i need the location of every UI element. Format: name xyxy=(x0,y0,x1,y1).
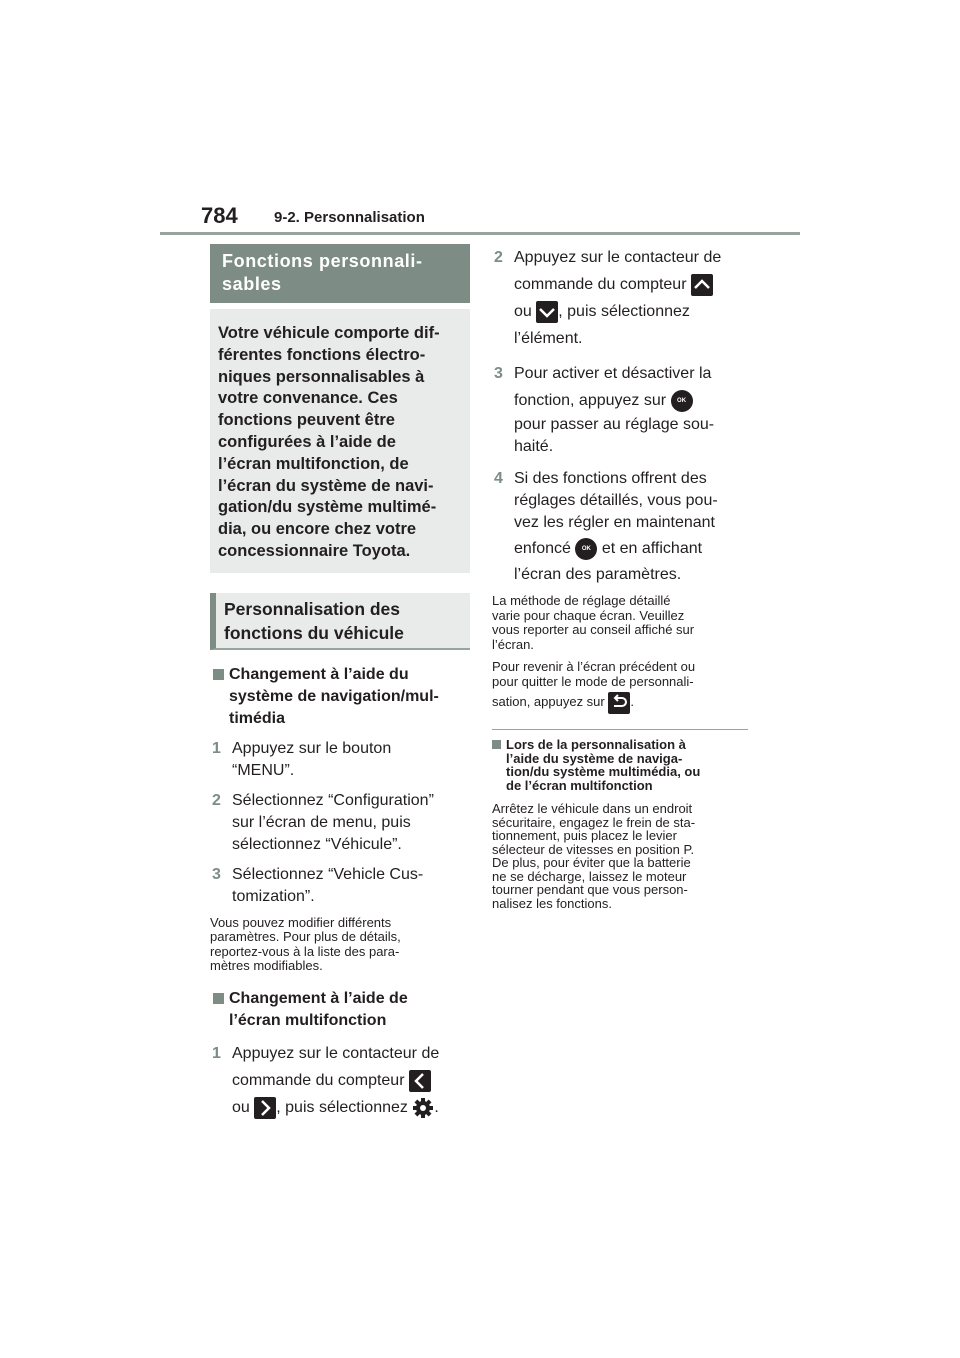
step-text: ou xyxy=(232,1098,250,1116)
method-heading-multifunction xyxy=(210,988,470,1032)
step-text: fonction, appuyez sur xyxy=(514,392,667,409)
intro-text xyxy=(210,309,470,573)
caution-body xyxy=(492,802,754,910)
step-text: Si des fonctions offrent des réglages détaillés, vous pou- vez les régler en maintenant xyxy=(514,470,718,531)
step-text: Appuyez sur le contacteur de xyxy=(514,249,722,266)
step-number: 1 xyxy=(212,1044,221,1062)
step-text: commande du compteur xyxy=(514,276,687,293)
caution-heading-text: Lors de la personnalisation à l’aide du système de naviga- tion/du système multimédia, ou de l’écran multifonction xyxy=(506,737,701,793)
divider xyxy=(492,729,748,730)
step-text: . xyxy=(434,1098,439,1116)
step-item xyxy=(492,244,754,352)
subsection-title-text: Personnalisation des fonctions du véhicule xyxy=(224,598,404,643)
page-header xyxy=(0,0,960,240)
step-text: Sélectionnez “Vehicle Cus- tomization”. xyxy=(232,865,424,905)
gear-icon xyxy=(412,1097,434,1119)
back-arrow-icon xyxy=(608,692,630,714)
method-heading-text: Changement à l’aide de l’écran multifonction xyxy=(229,989,408,1029)
note-text: Pour revenir à l’écran précédent ou pour quitter le mode de personnali- xyxy=(492,659,696,689)
note-text: La méthode de réglage détaillé varie pour chaque écran. Veuillez vous reporter au conseil affiché sur l’écran. xyxy=(492,593,695,652)
step-text: Pour activer et désactiver la xyxy=(514,365,712,382)
ok-button-icon: OK xyxy=(671,390,693,412)
square-bullet-icon xyxy=(213,993,224,1004)
step-number: 1 xyxy=(212,739,221,757)
step-text: ou xyxy=(514,303,532,320)
step-text: enfoncé xyxy=(514,540,571,557)
note xyxy=(492,594,754,652)
header-divider xyxy=(160,232,800,235)
step-text: pour passer au réglage sou- haité. xyxy=(514,416,715,455)
step-item xyxy=(210,738,470,782)
caution-heading xyxy=(492,738,754,792)
step-item xyxy=(492,468,754,586)
note-text: . xyxy=(630,694,634,709)
square-bullet-icon xyxy=(492,740,501,749)
chevron-up-icon xyxy=(691,274,713,296)
step-number: 3 xyxy=(494,365,503,382)
step-number: 2 xyxy=(494,249,503,266)
ok-button-icon: OK xyxy=(575,538,597,560)
intro-text-content: Votre véhicule comporte dif- férentes fonctions électro- niques personnalisables à votre convenance. Ces fonctions peuvent être configurées à l’aide de l’écran multifonction, de l’écran du système de navi- gation/du système multimé- dia, ou encore chez votre concessionnaire Toyota. xyxy=(218,324,440,560)
chevron-down-icon xyxy=(536,301,558,323)
intro-title-text: Fonctions personnali- sables xyxy=(222,251,423,294)
square-bullet-icon xyxy=(213,669,224,680)
intro-title xyxy=(210,244,470,303)
method-heading-text: Changement à l’aide du système de navigation/mul- timédia xyxy=(229,665,439,727)
note-text: Vous pouvez modifier différents paramètres. Pour plus de détails, reportez-vous à la liste des para- mètres modifiables. xyxy=(210,914,401,974)
step-number: 3 xyxy=(212,865,221,883)
section-title: 9-2. Personnalisation xyxy=(274,209,425,226)
step-text: et en affichant xyxy=(601,540,703,557)
note xyxy=(210,916,470,974)
step-number: 4 xyxy=(494,470,503,487)
step-text: , puis sélectionnez xyxy=(276,1098,408,1116)
step-text: , puis sélectionnez xyxy=(558,303,690,320)
step-text: Sélectionnez “Configuration” sur l’écran de menu, puis sélectionnez “Véhicule”. xyxy=(232,791,434,853)
step-item xyxy=(492,360,754,460)
chevron-left-icon xyxy=(409,1070,431,1092)
page-number: 784 xyxy=(201,203,238,228)
note-text: sation, appuyez sur xyxy=(492,694,605,709)
step-item xyxy=(210,790,470,856)
step-text: Appuyez sur le bouton “MENU”. xyxy=(232,739,392,779)
note xyxy=(492,660,754,715)
step-text: commande du compteur xyxy=(232,1071,405,1089)
step-number: 2 xyxy=(212,791,221,809)
step-item xyxy=(210,1040,470,1121)
step-text: Appuyez sur le contacteur de xyxy=(232,1044,440,1062)
chevron-right-icon xyxy=(254,1097,276,1119)
step-text: l’écran des paramètres. xyxy=(514,566,682,583)
left-column xyxy=(210,244,470,1121)
method-heading-navigation xyxy=(210,664,470,730)
caution-body-text: Arrêtez le véhicule dans un endroit sécuritaire, engagez le frein de sta- tionnement, puis placez le levier sélecteur de vitesses en position P. De plus, pour éviter que la batterie ne se décharge, laissez le moteur tourner pendant que vous person- nalisez les fonctions. xyxy=(492,801,696,911)
step-text: l’élément. xyxy=(514,330,583,347)
step-item xyxy=(210,864,470,908)
subsection-title xyxy=(210,593,470,650)
right-column xyxy=(492,244,754,910)
